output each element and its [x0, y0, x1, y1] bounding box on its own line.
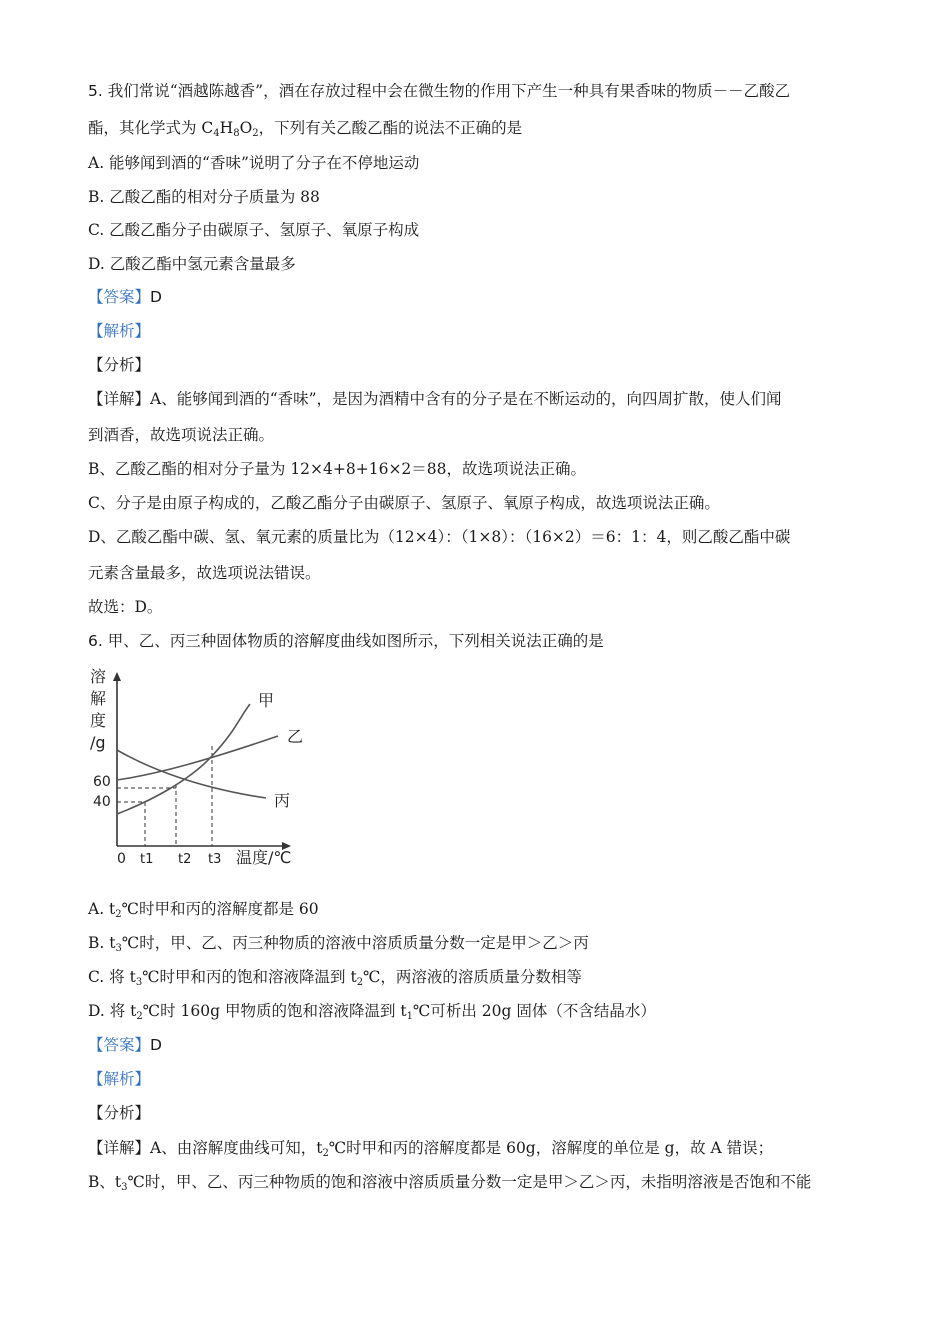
q5-option-b: B. 乙酸乙酯的相对分子质量为 88 [88, 188, 320, 206]
q5-formula-part: O [239, 119, 253, 137]
q6-option-c-text: ℃，两溶液的溶质质量分数相等 [363, 968, 582, 986]
q5-analysis-tag: 【解析】 [88, 322, 151, 340]
q5-formula-sub: 4 [213, 128, 220, 139]
q5-conclusion: 故选：D。 [88, 598, 163, 616]
subscript: 2 [356, 977, 364, 988]
subscript: 3 [121, 1182, 128, 1193]
curve-label-jia: 甲 [258, 691, 275, 710]
q5-formula-sub: 2 [252, 128, 259, 139]
curve-jia [117, 704, 250, 814]
q6-option-a-text: ℃时甲和丙的溶解度都是 60 [121, 900, 319, 918]
q6-answer-value: D [150, 1036, 162, 1054]
q6-answer [88, 1034, 868, 1056]
q6-option-c-text: C. 将 t [88, 968, 136, 986]
q5-option-a: A. 能够闻到酒的“香味”说明了分子在不停地运动 [88, 154, 420, 172]
x-tick-t1: t1 [140, 852, 154, 867]
solubility-curve-figure [88, 664, 308, 874]
curve-yi [117, 736, 278, 780]
q6-number: 6. [88, 632, 103, 650]
x-origin: 0 [117, 851, 126, 867]
subscript: 2 [115, 909, 122, 920]
solubility-curve-svg [88, 664, 308, 874]
y-label-char: 度 [90, 711, 107, 730]
q5-option-d: D. 乙酸乙酯中氢元素含量最多 [88, 255, 296, 273]
q5-detail-line3: B、乙酸乙酯的相对分子量为 12×4+8+16×2＝88，故选项说法正确。 [88, 460, 587, 478]
y-tick-40: 40 [93, 794, 111, 810]
subscript: 3 [115, 943, 122, 954]
subscript: 2 [136, 1011, 143, 1022]
y-label-unit: /g [90, 733, 106, 752]
curve-label-yi: 乙 [287, 727, 304, 746]
q5-formula-part: 酯，其化学式为 C [88, 119, 214, 137]
q5-detail-line4: C、分子是由原子构成的，乙酸乙酯分子由碳原子、氢原子、氧原子构成，故选项说法正确。 [88, 494, 720, 512]
q6-option-d [88, 1000, 868, 1022]
q5-detail-line5: D、乙酸乙酯中碳、氢、氧元素的质量比为（12×4）：（1×8）：（16×2）＝6：1：4，则乙酸乙酯中碳 [88, 528, 791, 546]
q5-answer-value: D [150, 288, 162, 306]
q5-stem-line2 [88, 117, 868, 139]
q6-option-d-text: ℃可析出 20g 固体（不含结晶水） [413, 1002, 656, 1020]
q6-detail-text: ℃时甲和丙的溶解度都是 60g，溶解度的单位是 g，故 A 错误； [328, 1139, 774, 1157]
q6-option-c [88, 966, 868, 988]
q6-option-a [88, 898, 868, 920]
q5-detail-line2: 到酒香，故选项说法正确。 [88, 426, 275, 444]
x-tick-t3: t3 [208, 852, 222, 867]
q5-answer-tag: 【答案】 [88, 288, 151, 306]
q6-option-b [88, 932, 868, 954]
q5-formula-part: H [219, 119, 234, 137]
y-axis-arrow-icon [113, 672, 121, 681]
q5-detail-line6: 元素含量最多，故选项说法错误。 [88, 564, 321, 582]
q5-number: 5. [88, 82, 103, 100]
q5-stem-text1: 我们常说“酒越陈越香”，酒在存放过程中会在微生物的作用下产生一种具有果香味的物质－－乙酸乙 [107, 82, 791, 100]
x-axis-label: 温度/℃ [236, 848, 292, 867]
q5-detail-line1: 【详解】A、能够闻到酒的“香味”，是因为酒精中含有的分子是在不断运动的，向四周扩散，使人们闻 [88, 390, 782, 408]
subscript: 1 [406, 1011, 413, 1022]
y-tick-60: 60 [93, 774, 111, 790]
subscript: 2 [322, 1148, 329, 1159]
q5-formula-sub: 8 [233, 128, 240, 139]
x-tick-t2: t2 [178, 852, 192, 867]
y-label-char: 溶 [90, 667, 107, 686]
q6-option-b-text: ℃时，甲、乙、丙三种物质的溶液中溶质质量分数一定是甲＞乙＞丙 [121, 934, 589, 952]
q5-option-c: C. 乙酸乙酯分子由碳原子、氢原子、氧原子构成 [88, 221, 420, 239]
q6-option-a-text: A. t [88, 900, 116, 918]
q6-detail-text: 【详解】A、由溶解度曲线可知，t [88, 1139, 323, 1157]
q6-detail-line1 [88, 1137, 868, 1159]
q6-option-b-text: B. t [88, 934, 116, 952]
q6-option-d-text: ℃时 160g 甲物质的饱和溶液降温到 t [142, 1002, 407, 1020]
q6-stem-text: 甲、乙、丙三种固体物质的溶解度曲线如图所示，下列相关说法正确的是 [107, 632, 604, 650]
q6-detail-line2 [88, 1171, 868, 1193]
q6-stem [88, 630, 868, 652]
subscript: 3 [135, 977, 143, 988]
q6-analysis-tag: 【解析】 [88, 1070, 151, 1088]
q6-option-d-text: D. 将 t [88, 1002, 137, 1020]
q6-option-c-text: ℃时甲和丙的饱和溶液降温到 t [142, 968, 357, 986]
y-label-char: 解 [90, 689, 107, 708]
q5-stem-line1 [88, 80, 868, 102]
q6-detail-text: ℃时，甲、乙、丙三种物质的饱和溶液中溶质质量分数一定是甲＞乙＞丙，未指明溶液是否饱和不能 [127, 1173, 812, 1191]
q5-fenxi: 【分析】 [88, 356, 151, 374]
q5-answer [88, 286, 868, 308]
q6-detail-text: B、t [88, 1173, 122, 1191]
q5-stem-text2: ，下列有关乙酸乙酯的说法不正确的是 [258, 119, 523, 137]
q6-fenxi: 【分析】 [88, 1104, 151, 1122]
q6-answer-tag: 【答案】 [88, 1036, 151, 1054]
curve-label-bing: 丙 [274, 791, 291, 810]
